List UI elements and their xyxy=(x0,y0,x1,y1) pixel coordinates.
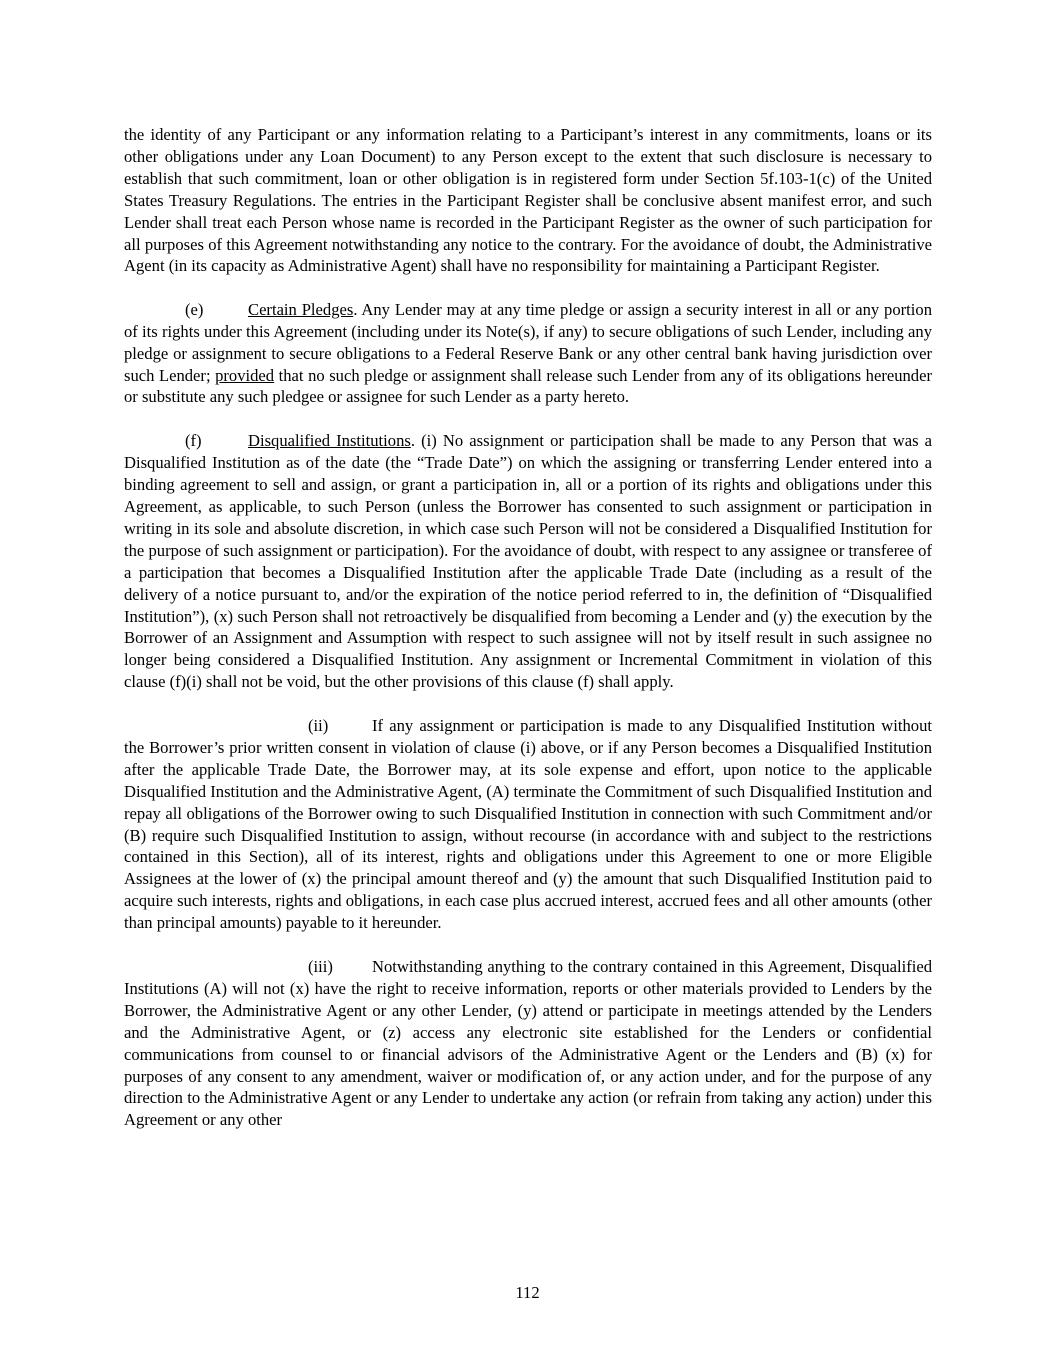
provided-term: provided xyxy=(215,365,275,385)
paragraph-f xyxy=(124,430,932,693)
clause-number-iii: (iii) xyxy=(308,956,333,976)
clause-number-ii: (ii) xyxy=(308,716,329,736)
section-number-f: (f) xyxy=(185,431,202,451)
paragraph-ii xyxy=(124,715,932,934)
paragraph-iii xyxy=(124,956,932,1131)
paragraph-iii-text: Notwithstanding anything to the contrary contained in this Agreement, Disqualified Institutions (A) will not (x) have the right to receive information, reports or other materials provided to Lenders by the Borrower, the Administrative Agent or any other Lender, (y) attend or participate in meetings attended by the Lenders and the Administrative Agent, or (z) access any electronic site established for the Lenders or confidential communications from counsel to or financial advisors of the Administrative Agent or the Lenders and (B) (x) for purposes of any consent to any amendment, waiver or modification of, or any action under, and for the purpose of any direction to the Administrative Agent or any Lender to undertake any action (or refrain from taking any action) under this Agreement or any other xyxy=(124,956,932,1130)
paragraph-e xyxy=(124,299,932,409)
paragraph-e-text-a: . Any Lender may at any time pledge or assign a security interest in all or any portion of its rights under this Agreement (including under its Note(s), if any) to secure obligations of such Lender, including any pledge or assignment to secure obligations to a Federal Reserve Bank or any other central bank having jurisdiction over such Lender; xyxy=(124,299,932,385)
section-number-e: (e) xyxy=(185,299,204,319)
paragraph-continued-text: the identity of any Participant or any information relating to a Participant’s interest in any commitments, loans or its other obligations under any Loan Document) to any Person except to the extent that such disclosure is necessary to establish that such commitment, loan or other obligation is in registered form under Section 5f.103-1(c) of the United States Treasury Regulations. The entries in the Participant Register shall be conclusive absent manifest error, and such Lender shall treat each Person whose name is recorded in the Participant Register as the owner of such participation for all purposes of this Agreement notwithstanding any notice to the contrary. For the avoidance of doubt, the Administrative Agent (in its capacity as Administrative Agent) shall have no responsibility for maintaining a Participant Register. xyxy=(124,125,932,276)
section-heading-certain-pledges: Certain Pledges xyxy=(248,299,354,319)
paragraph-e-text-b: that no such pledge or assignment shall release such Lender from any of its obligations hereunder or substitute any such pledgee or assignee for such Lender as a party hereto. xyxy=(124,365,932,407)
paragraph-ii-text: If any assignment or participation is made to any Disqualified Institution without the Borrower’s prior written consent in violation of clause (i) above, or if any Person becomes a Disqualified Institution after the applicable Trade Date, the Borrower may, at its sole expense and effort, upon notice to the applicable Disqualified Institution and the Administrative Agent, (A) terminate the Commitment of such Disqualified Institution and repay all obligations of the Borrower owing to such Disqualified Institution in connection with such Commitment and/or (B) require such Disqualified Institution to assign, without recourse (in accordance with and subject to the restrictions contained in this Section), all of its interest, rights and obligations under this Agreement to one or more Eligible Assignees at the lower of (x) the principal amount thereof and (y) the amount that such Disqualified Institution paid to acquire such interests, rights and obligations, in each case plus accrued interest, accrued fees and all other amounts (other than principal amounts) payable to it hereunder. xyxy=(124,716,932,933)
section-heading-disqualified-institutions: Disqualified Institutions xyxy=(248,431,411,451)
document-body xyxy=(124,124,932,1153)
page-number: 112 xyxy=(515,1283,540,1302)
paragraph-f-text: . (i) No assignment or participation shall be made to any Person that was a Disqualified Institution as of the date (the “Trade Date”) on which the assigning or transferring Lender entered into a binding agreement to sell and assign, or grant a participation in, all or a portion of its rights and obligations under this Agreement, as applicable, to such Person (unless the Borrower has consented to such assignment or participation in writing in its sole and absolute discretion, in which case such Person will not be considered a Disqualified Institution for the purpose of such assignment or participation). For the avoidance of doubt, with respect to any assignee or transferee of a participation that becomes a Disqualified Institution after the applicable Trade Date (including as a result of the delivery of a notice pursuant to, and/or the expiration of the notice period referred to in, the definition of “Disqualified Institution”), (x) such Person shall not retroactively be disqualified from becoming a Lender and (y) the execution by the Borrower of an Assignment and Assumption with respect to such assignee will not by itself result in such assignee no longer being considered a Disqualified Institution. Any assignment or Incremental Commitment in violation of this clause (f)(i) shall not be void, but the other provisions of this clause (f) shall apply. xyxy=(124,431,933,692)
paragraph-continued xyxy=(124,124,932,277)
